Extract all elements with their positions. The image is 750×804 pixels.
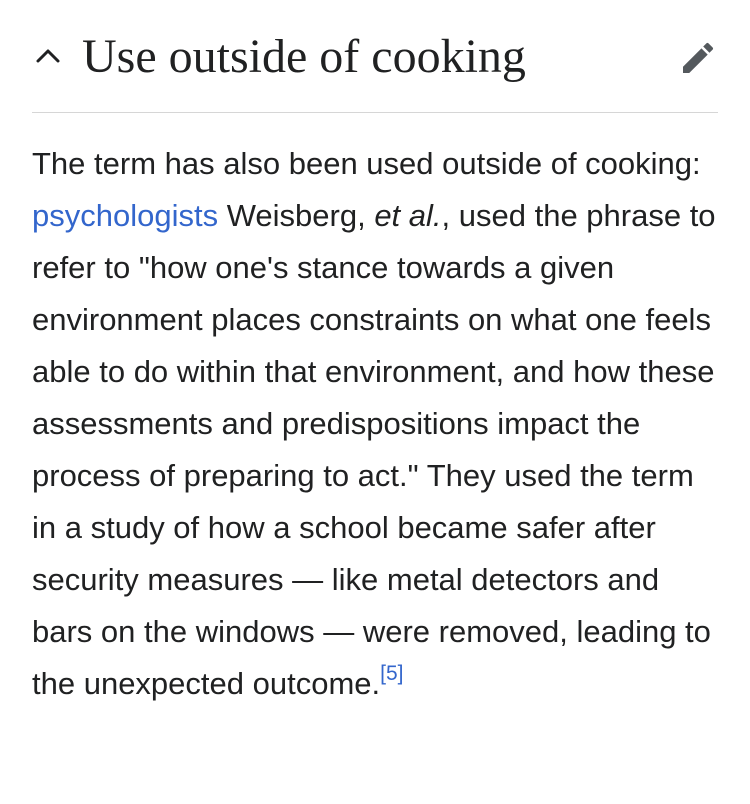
psychologists-link[interactable]: psychologists: [32, 198, 219, 233]
section-header[interactable]: [32, 14, 718, 113]
section-paragraph: [32, 138, 722, 710]
pencil-icon[interactable]: [678, 38, 718, 78]
paragraph-text-3: , used the phrase to refer to "how one's stance towards a given environment places constraints on what one feels able to do within that environment, and how these assessments and predispositions impact the process of preparing to act." They used the term in a study of how a school became safer after security measures — like metal detectors and bars on the windows — were removed, leading to the unexpected outcome.: [32, 198, 716, 701]
paragraph-text-2: Weisberg,: [218, 198, 375, 233]
citation-reference: [380, 662, 403, 685]
citation-link[interactable]: [5]: [380, 662, 404, 685]
paragraph-text-1: The term has also been used outside of cooking:: [32, 146, 701, 181]
et-al-italic: et al.: [374, 198, 442, 233]
chevron-up-icon[interactable]: [32, 40, 64, 72]
section-title: Use outside of cooking: [82, 30, 526, 83]
